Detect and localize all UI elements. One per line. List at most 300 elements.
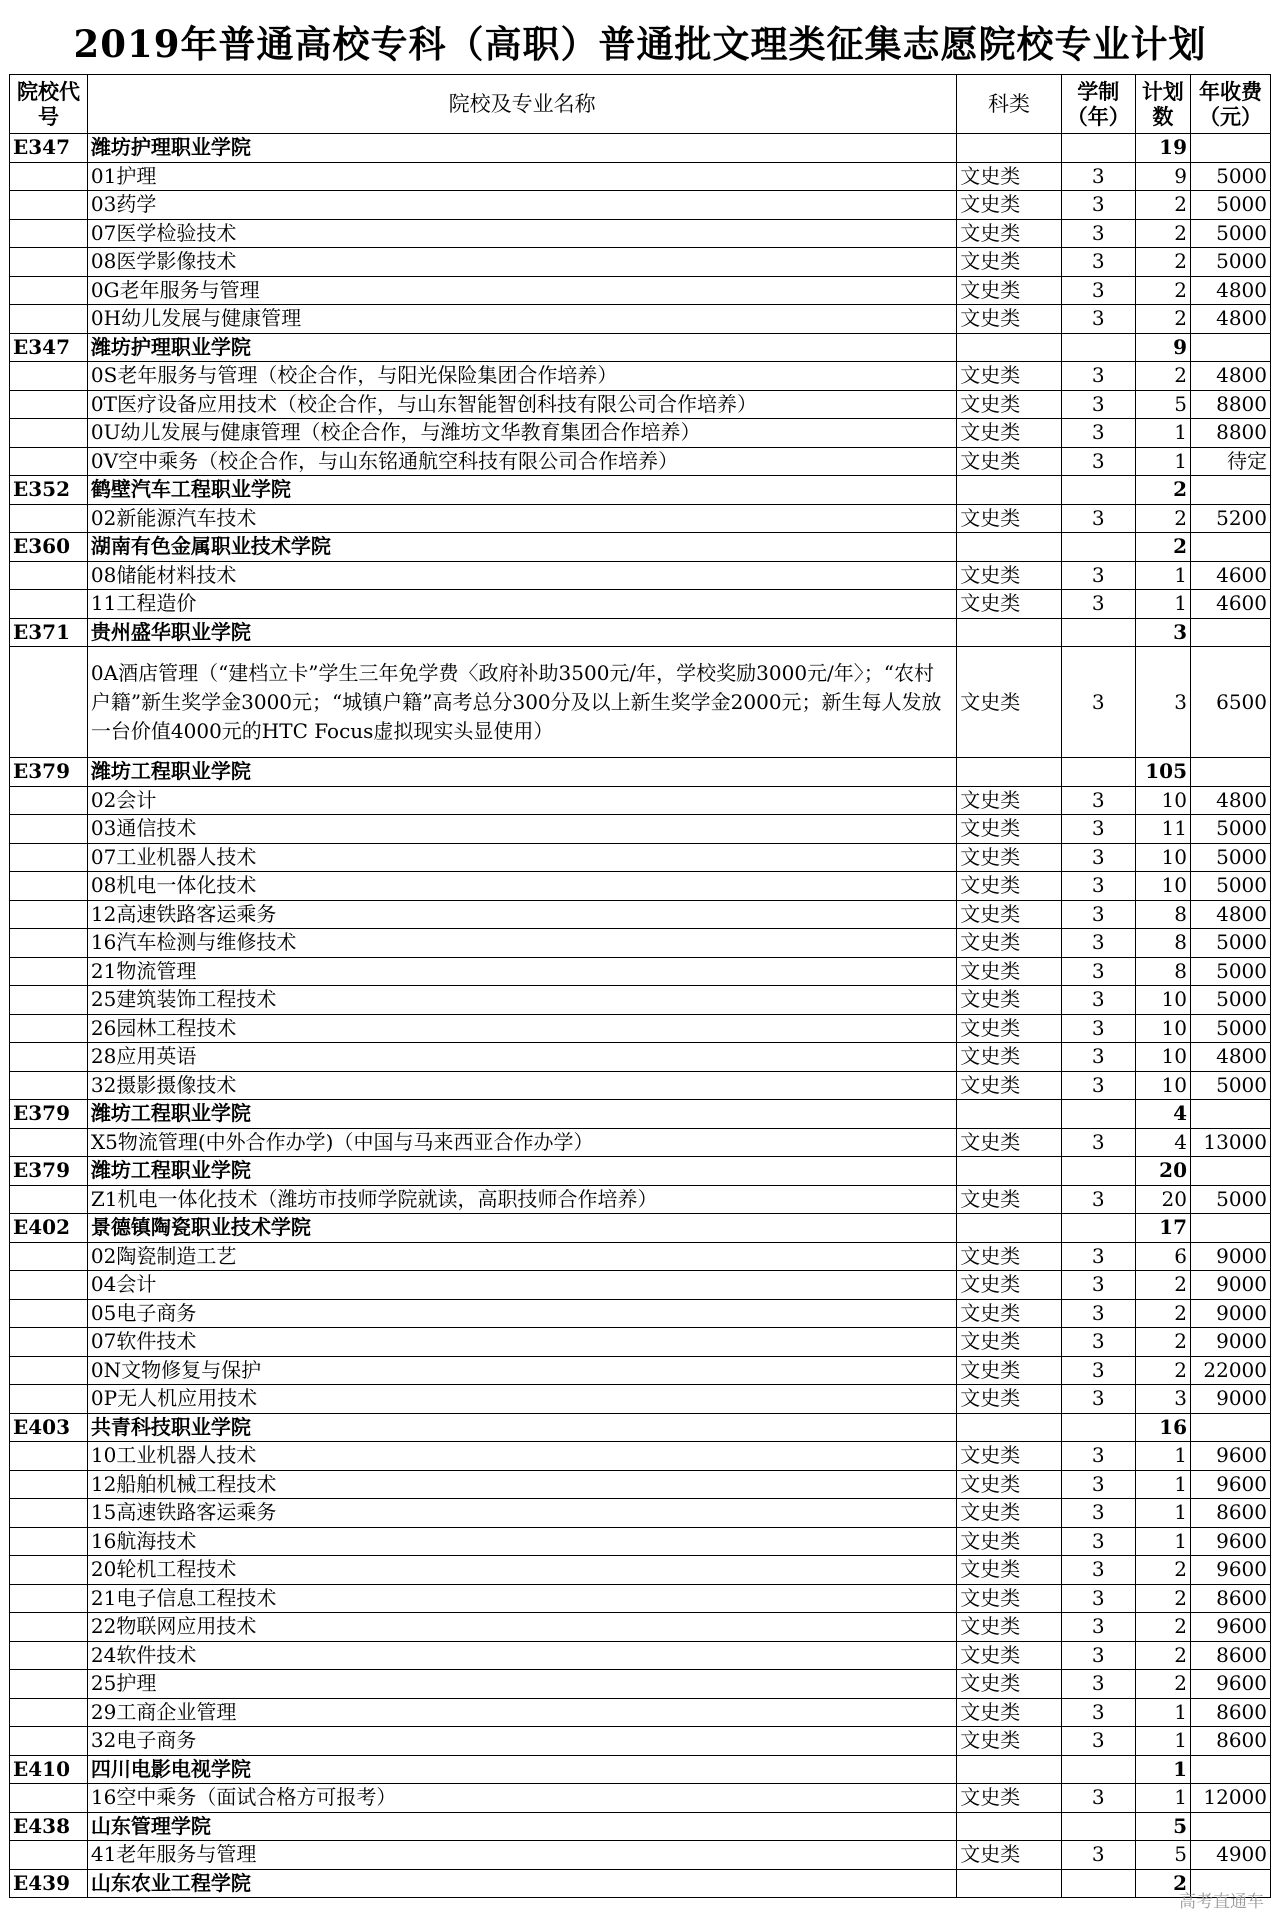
cell-fee: 4800 [1191,362,1271,391]
cell-category: 文史类 [957,1698,1062,1727]
cell-code [10,1014,88,1043]
cell-category: 文史类 [957,1670,1062,1699]
major-row [10,447,1271,476]
cell-name: 07软件技术 [87,1328,956,1357]
major-row [10,1670,1271,1699]
cell-years: 3 [1061,1670,1135,1699]
cell-code [10,162,88,191]
cell-code: E379 [10,758,88,787]
cell-name: 0S老年服务与管理（校企合作，与阳光保险集团合作培养） [87,362,956,391]
cell-name: 02新能源汽车技术 [87,504,956,533]
school-row [10,618,1271,647]
cell-category: 文史类 [957,590,1062,619]
cell-plan: 2 [1135,1613,1190,1642]
cell-plan: 10 [1135,986,1190,1015]
cell-category: 文史类 [957,248,1062,277]
cell-name: 02陶瓷制造工艺 [87,1242,956,1271]
watermark-text: 高考直通车 [1179,1892,1264,1912]
cell-years [1061,1755,1135,1784]
cell-plan: 2 [1135,362,1190,391]
major-row [10,1043,1271,1072]
cell-plan: 10 [1135,786,1190,815]
cell-plan: 2 [1135,1299,1190,1328]
cell-code: E360 [10,533,88,562]
cell-plan: 1 [1135,1470,1190,1499]
cell-years: 3 [1061,1841,1135,1870]
major-row [10,1356,1271,1385]
cell-years: 3 [1061,504,1135,533]
cell-name: 41老年服务与管理 [87,1841,956,1870]
cell-name: 12船舶机械工程技术 [87,1470,956,1499]
cell-name: 21物流管理 [87,957,956,986]
cell-plan: 8 [1135,957,1190,986]
cell-years [1061,1157,1135,1186]
cell-years: 3 [1061,1698,1135,1727]
cell-code [10,362,88,391]
major-row [10,929,1271,958]
cell-category: 文史类 [957,1727,1062,1756]
cell-code [10,1271,88,1300]
cell-plan: 2 [1135,248,1190,277]
cell-code [10,1185,88,1214]
school-row [10,1157,1271,1186]
cell-category: 文史类 [957,419,1062,448]
cell-plan: 3 [1135,1385,1190,1414]
cell-name: 潍坊护理职业学院 [87,134,956,163]
cell-code [10,900,88,929]
cell-category: 文史类 [957,1271,1062,1300]
cell-fee: 9600 [1191,1670,1271,1699]
header-years: 学制（年） [1061,75,1135,134]
cell-fee: 6500 [1191,647,1271,758]
cell-name: 0A酒店管理（“建档立卡”学生三年免学费〈政府补助3500元/年，学校奖励3000元/年〉；“农村户籍”新生奖学金3000元；“城镇户籍”高考总分300分及以上新生奖学金2000元；新生每人发放一台价值4000元的HTC Focus虚拟现实头显使用） [87,647,956,758]
cell-code: E403 [10,1413,88,1442]
cell-category: 文史类 [957,1128,1062,1157]
cell-code [10,1242,88,1271]
cell-code [10,1442,88,1471]
cell-fee: 5200 [1191,504,1271,533]
cell-plan: 19 [1135,134,1190,163]
cell-name: 08机电一体化技术 [87,872,956,901]
cell-plan: 3 [1135,647,1190,758]
cell-category: 文史类 [957,1641,1062,1670]
cell-years: 3 [1061,1784,1135,1813]
cell-fee: 4600 [1191,590,1271,619]
cell-fee: 5000 [1191,1014,1271,1043]
table-body [10,134,1271,1898]
cell-category: 文史类 [957,1499,1062,1528]
cell-years: 3 [1061,419,1135,448]
school-row [10,1100,1271,1129]
cell-plan: 3 [1135,618,1190,647]
school-row [10,134,1271,163]
major-row [10,504,1271,533]
cell-plan: 1 [1135,1527,1190,1556]
cell-name: 22物联网应用技术 [87,1613,956,1642]
cell-years [1061,476,1135,505]
cell-code [10,561,88,590]
cell-years: 3 [1061,1128,1135,1157]
cell-code [10,1356,88,1385]
cell-code: E438 [10,1812,88,1841]
cell-name: 鹤壁汽车工程职业学院 [87,476,956,505]
cell-code [10,1299,88,1328]
cell-years: 3 [1061,1271,1135,1300]
header-name: 院校及专业名称 [87,75,956,134]
cell-name: 0U幼儿发展与健康管理（校企合作，与潍坊文华教育集团合作培养） [87,419,956,448]
cell-years: 3 [1061,1385,1135,1414]
cell-fee: 4600 [1191,561,1271,590]
cell-name: 03药学 [87,191,956,220]
cell-plan: 2 [1135,1641,1190,1670]
cell-plan: 10 [1135,1071,1190,1100]
cell-category [957,1100,1062,1129]
cell-name: 潍坊工程职业学院 [87,1157,956,1186]
cell-years: 3 [1061,843,1135,872]
cell-plan: 5 [1135,1812,1190,1841]
cell-plan: 8 [1135,900,1190,929]
cell-plan: 1 [1135,1442,1190,1471]
major-row [10,1641,1271,1670]
cell-name: 0G老年服务与管理 [87,276,956,305]
cell-name: 07医学检验技术 [87,219,956,248]
cell-name: 16汽车检测与维修技术 [87,929,956,958]
cell-category: 文史类 [957,504,1062,533]
cell-code: E379 [10,1100,88,1129]
cell-category: 文史类 [957,162,1062,191]
cell-category [957,134,1062,163]
cell-name: Z1机电一体化技术（潍坊市技师学院就读，高职技师合作培养） [87,1185,956,1214]
cell-name: 山东农业工程学院 [87,1869,956,1898]
cell-plan: 2 [1135,1356,1190,1385]
cell-years: 3 [1061,305,1135,334]
cell-name: 共青科技职业学院 [87,1413,956,1442]
school-row [10,1869,1271,1898]
cell-fee [1191,618,1271,647]
cell-plan: 4 [1135,1128,1190,1157]
cell-fee: 5000 [1191,957,1271,986]
cell-name: 05电子商务 [87,1299,956,1328]
cell-fee [1191,533,1271,562]
school-row [10,758,1271,787]
cell-fee: 4800 [1191,305,1271,334]
cell-fee: 9600 [1191,1527,1271,1556]
cell-fee: 9000 [1191,1299,1271,1328]
cell-category: 文史类 [957,1556,1062,1585]
cell-plan: 2 [1135,1328,1190,1357]
cell-fee [1191,1157,1271,1186]
cell-name: 25护理 [87,1670,956,1699]
major-row [10,1271,1271,1300]
school-row [10,476,1271,505]
cell-code [10,504,88,533]
cell-years: 3 [1061,1299,1135,1328]
cell-category: 文史类 [957,843,1062,872]
cell-code: E379 [10,1157,88,1186]
cell-name: 12高速铁路客运乘务 [87,900,956,929]
cell-category: 文史类 [957,191,1062,220]
cell-category [957,758,1062,787]
major-row [10,1584,1271,1613]
cell-code [10,276,88,305]
cell-plan: 1 [1135,1727,1190,1756]
cell-years: 3 [1061,1356,1135,1385]
cell-fee: 5000 [1191,872,1271,901]
major-row [10,1242,1271,1271]
cell-name: 四川电影电视学院 [87,1755,956,1784]
cell-years: 3 [1061,447,1135,476]
cell-years: 3 [1061,872,1135,901]
cell-years [1061,758,1135,787]
cell-code [10,786,88,815]
cell-category: 文史类 [957,219,1062,248]
school-row [10,1214,1271,1243]
cell-fee: 5000 [1191,929,1271,958]
cell-name: 32摄影摄像技术 [87,1071,956,1100]
cell-name: 10工业机器人技术 [87,1442,956,1471]
cell-plan: 105 [1135,758,1190,787]
cell-years: 3 [1061,1470,1135,1499]
cell-years [1061,1214,1135,1243]
cell-plan: 10 [1135,843,1190,872]
cell-category: 文史类 [957,362,1062,391]
cell-code [10,872,88,901]
cell-years: 3 [1061,248,1135,277]
cell-fee [1191,134,1271,163]
cell-code [10,1470,88,1499]
cell-category [957,476,1062,505]
cell-years: 3 [1061,1613,1135,1642]
cell-category [957,1869,1062,1898]
cell-plan: 2 [1135,504,1190,533]
cell-code [10,1556,88,1585]
cell-code: E352 [10,476,88,505]
cell-name: 20轮机工程技术 [87,1556,956,1585]
cell-plan: 11 [1135,815,1190,844]
major-row [10,986,1271,1015]
cell-code [10,647,88,758]
cell-years: 3 [1061,276,1135,305]
cell-category: 文史类 [957,786,1062,815]
major-row [10,957,1271,986]
cell-years: 3 [1061,590,1135,619]
cell-name: 0P无人机应用技术 [87,1385,956,1414]
major-row [10,561,1271,590]
header-code: 院校代号 [10,75,88,134]
cell-fee: 8800 [1191,419,1271,448]
major-row [10,1442,1271,1471]
cell-code [10,219,88,248]
cell-fee: 22000 [1191,1356,1271,1385]
cell-name: 潍坊护理职业学院 [87,333,956,362]
cell-years: 3 [1061,1527,1135,1556]
cell-fee: 9000 [1191,1271,1271,1300]
cell-category [957,618,1062,647]
major-row [10,1727,1271,1756]
cell-fee [1191,758,1271,787]
cell-fee: 5000 [1191,1185,1271,1214]
cell-name: 08医学影像技术 [87,248,956,277]
cell-code [10,815,88,844]
cell-code [10,1527,88,1556]
cell-name: 28应用英语 [87,1043,956,1072]
cell-plan: 1 [1135,561,1190,590]
cell-code [10,1071,88,1100]
cell-years: 3 [1061,1185,1135,1214]
cell-category [957,1157,1062,1186]
cell-code [10,1698,88,1727]
cell-years [1061,1413,1135,1442]
major-row [10,219,1271,248]
cell-name: 24软件技术 [87,1641,956,1670]
cell-name: 潍坊工程职业学院 [87,758,956,787]
cell-plan: 6 [1135,1242,1190,1271]
cell-name: 32电子商务 [87,1727,956,1756]
cell-category: 文史类 [957,1613,1062,1642]
cell-years: 3 [1061,1499,1135,1528]
cell-plan: 20 [1135,1157,1190,1186]
cell-fee: 8800 [1191,390,1271,419]
cell-plan: 16 [1135,1413,1190,1442]
cell-code [10,1784,88,1813]
major-row [10,1556,1271,1585]
cell-name: 贵州盛华职业学院 [87,618,956,647]
cell-category: 文史类 [957,647,1062,758]
cell-category: 文史类 [957,447,1062,476]
cell-years [1061,134,1135,163]
cell-name: 29工商企业管理 [87,1698,956,1727]
cell-plan: 9 [1135,162,1190,191]
cell-years: 3 [1061,219,1135,248]
cell-code: E347 [10,134,88,163]
cell-code [10,390,88,419]
school-row [10,533,1271,562]
cell-category: 文史类 [957,1043,1062,1072]
cell-fee: 9000 [1191,1328,1271,1357]
table-header-row [10,75,1271,134]
major-row [10,815,1271,844]
cell-years: 3 [1061,1727,1135,1756]
cell-plan: 5 [1135,390,1190,419]
cell-category: 文史类 [957,872,1062,901]
cell-fee: 5000 [1191,162,1271,191]
page-title: 2019年普通高校专科（高职）普通批文理类征集志愿院校专业计划 [73,22,1207,66]
header-fee: 年收费（元） [1191,75,1271,134]
cell-fee: 4800 [1191,1043,1271,1072]
major-row [10,1185,1271,1214]
cell-code [10,191,88,220]
major-row [10,1698,1271,1727]
cell-fee: 4800 [1191,276,1271,305]
cell-fee: 9600 [1191,1556,1271,1585]
cell-code [10,447,88,476]
cell-name: 0N文物修复与保护 [87,1356,956,1385]
cell-name: 潍坊工程职业学院 [87,1100,956,1129]
cell-years: 3 [1061,1014,1135,1043]
cell-code [10,929,88,958]
cell-years: 3 [1061,162,1135,191]
cell-category: 文史类 [957,1584,1062,1613]
header-category: 科类 [957,75,1062,134]
cell-years: 3 [1061,815,1135,844]
cell-plan: 2 [1135,1556,1190,1585]
cell-name: 25建筑装饰工程技术 [87,986,956,1015]
cell-category: 文史类 [957,1385,1062,1414]
cell-code: E371 [10,618,88,647]
school-row [10,1812,1271,1841]
cell-years: 3 [1061,1442,1135,1471]
cell-years: 3 [1061,191,1135,220]
cell-category: 文史类 [957,1071,1062,1100]
cell-category: 文史类 [957,1299,1062,1328]
cell-category [957,1755,1062,1784]
cell-category: 文史类 [957,1356,1062,1385]
cell-code: E439 [10,1869,88,1898]
cell-name: 01护理 [87,162,956,191]
cell-plan: 1 [1135,447,1190,476]
cell-name: X5物流管理(中外合作办学)（中国与马来西亚合作办学） [87,1128,956,1157]
cell-fee: 9000 [1191,1242,1271,1271]
cell-plan: 2 [1135,1670,1190,1699]
cell-code [10,1385,88,1414]
major-row [10,1299,1271,1328]
cell-plan: 20 [1135,1185,1190,1214]
cell-fee: 8600 [1191,1698,1271,1727]
major-row [10,305,1271,334]
cell-category [957,1812,1062,1841]
plan-table [9,74,1271,1898]
cell-years: 3 [1061,929,1135,958]
cell-plan: 1 [1135,1698,1190,1727]
cell-category: 文史类 [957,1841,1062,1870]
major-row [10,1328,1271,1357]
cell-plan: 8 [1135,929,1190,958]
cell-code [10,843,88,872]
cell-years: 3 [1061,362,1135,391]
cell-category [957,1413,1062,1442]
cell-name: 02会计 [87,786,956,815]
cell-fee: 5000 [1191,191,1271,220]
cell-code [10,1584,88,1613]
cell-plan: 1 [1135,419,1190,448]
cell-plan: 17 [1135,1214,1190,1243]
cell-fee [1191,1755,1271,1784]
cell-fee: 4900 [1191,1841,1271,1870]
major-row [10,276,1271,305]
cell-fee: 9600 [1191,1442,1271,1471]
cell-code [10,1641,88,1670]
major-row [10,1527,1271,1556]
cell-name: 08储能材料技术 [87,561,956,590]
cell-code [10,1613,88,1642]
cell-fee: 待定 [1191,447,1271,476]
cell-years: 3 [1061,647,1135,758]
cell-years: 3 [1061,1556,1135,1585]
cell-code: E410 [10,1755,88,1784]
school-row [10,1755,1271,1784]
cell-plan: 10 [1135,872,1190,901]
cell-code [10,248,88,277]
cell-fee [1191,1413,1271,1442]
cell-name: 03通信技术 [87,815,956,844]
cell-plan: 1 [1135,590,1190,619]
cell-name: 11工程造价 [87,590,956,619]
cell-category: 文史类 [957,986,1062,1015]
cell-years [1061,1869,1135,1898]
cell-years [1061,1812,1135,1841]
school-row [10,1413,1271,1442]
cell-category: 文史类 [957,390,1062,419]
